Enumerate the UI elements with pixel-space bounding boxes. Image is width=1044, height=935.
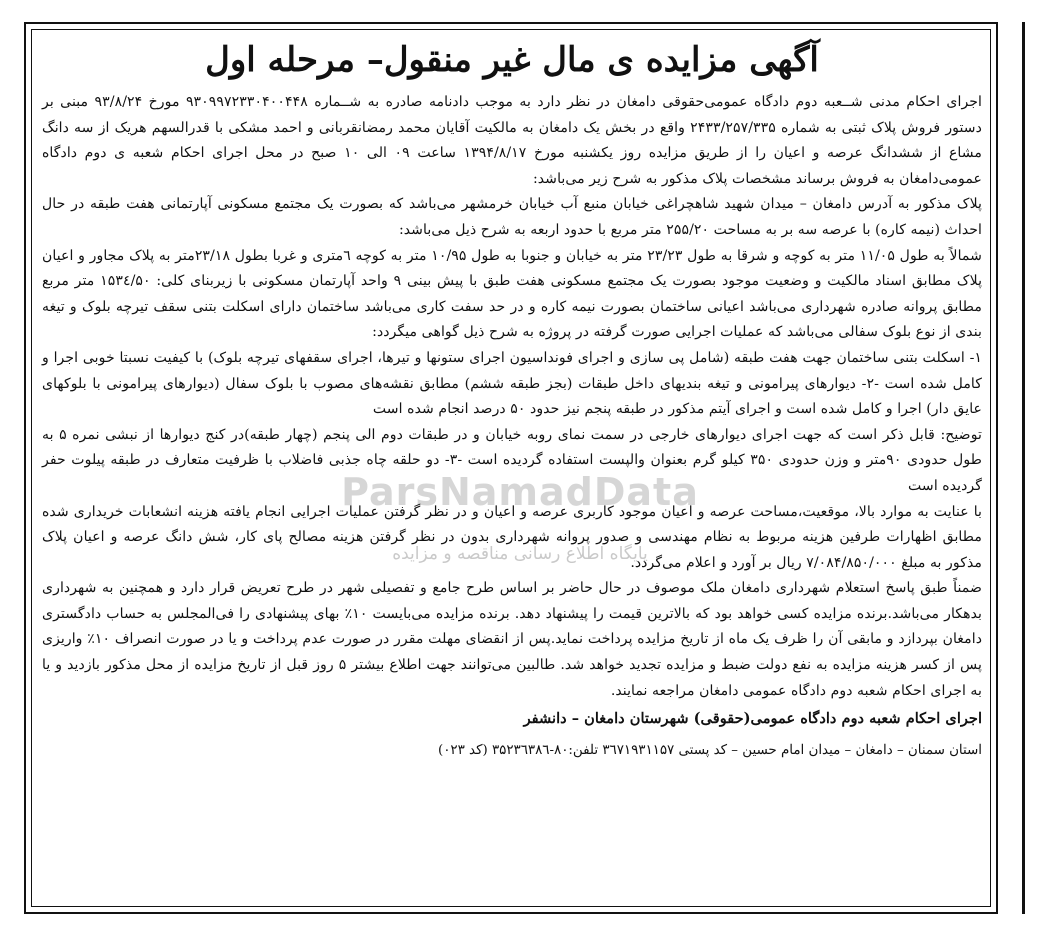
- notice-body: [42, 36, 982, 764]
- paragraph-address: پلاک مذکور به آدرس دامغان – میدان شهید شاهچراغی خیابان منبع آب خیابان خرمشهر می‌باشد که بصورت یک مجتمع مسکونی آپارتمانی هفت طبقه در حال احداث (نیمه کاره) با عرصه سه بر به مساحت ۲۵۵/۲۰ متر مربع با حدود اربعه به شرح ذیل می‌باشد:: [42, 196, 982, 238]
- column-rule: [1022, 22, 1025, 914]
- paragraph-boundaries: شمالاً به طول ۱۱/۰۵ متر به کوچه و شرقا به طول ۲۳/۲۳ متر به خیابان و جنوبا به طول ۱۰/۹۵ متر به کوچه ٦متری و غربا بطول ۲۳/۱۸متر به پلاک مجاور و اعیان پلاک مطابق اسناد مالکیت و وضعیت موجود بصورت یک مجتمع مسکونی هفت طبق با پیش بینی ۹ واحد آپارتمان مسکونی با زیربنای کلی: ۱۵۳٤/۵۰ متر مربع مطابق پروانه صادره شهرداری می‌باشد اعیانی ساختمان بصورت نیمه کاره و در حد سفت کاری می‌باشد ساختمان دارای اسکلت بتنی سقف تیرچه بلوک و تیغه بندی از نوع بلوک سفالی می‌باشد که عملیات اجرایی صورت گرفته در پروژه به شرح ذیل گواهی میگردد:: [42, 247, 983, 341]
- watermark-text: پایگاه اطلاع رسانی مناقصه و مزایده: [392, 544, 648, 564]
- paragraph-works: ۱- اسکلت بتنی ساختمان جهت هفت طبقه (شامل پی سازی و اجرای فونداسیون اجرای ستونها و تیرها، اجرای سقفهای تیرچه بلوک) با کیفیت نسبتا خوبی اجرا و کامل شده است -۲- دیوارهای پیرامونی و تیغه بندیهای داخل طبقات (بجز طبقه ششم) مطابق نقشه‌های مصوب با بلوک سفال (دیوارهای پیرامونی با بلوکهای عایق دار) اجرا و کامل شده است و اجرای آیتم مذکور در طبقه پنجم نیز حدود ۵۰ درصد انجام شده است: [42, 349, 982, 418]
- notice-title: آگهی مزایده ی مال غیر منقول– مرحله اول: [205, 40, 819, 80]
- watermark-brand: ParsNamadData: [341, 470, 699, 514]
- paragraph-terms: ضمناً طبق پاسخ استعلام شهرداری دامغان ملک موصوف در حال حاضر بر اساس طرح جامع و تفصیلی شهر در طرح تعریض قرار دارد و همچنین به شهرداری بدهکار می‌باشد.برنده مزایده کسی خواهد بود که بالاترین قیمت را پیشنهاد دهد. برنده مزایده می‌بایست ۱۰٪ بهای پیشنهادی را فی‌المجلس به حساب دادگستری دامغان بپردازد و مابقی آن را ظرف یک ماه از تاریخ مزایده پرداخت نماید.پس از انقضای مهلت مقرر در صورت عدم پرداخت و یا در صورت انصراف ۱۰٪ واریزی پس از کسر هزینه مزایده به نفع دولت ضبط و مزایده تجدید خواهد شد. طالبین می‌توانند جهت اطلاع بیشتر ۵ روز قبل از تاریخ مزایده از محل مذکور بازدید و یا به اجرای احکام شعبه دوم دادگاه عمومی دامغان مراجعه نمایند.: [42, 580, 983, 699]
- paragraph-explanation: توضیح: قابل ذکر است که جهت اجرای دیوارهای خارجی در سمت نمای روبه خیابان و در طبقات دوم الی پنجم (چهار طبقه)در کنج دیوارها از نبشی نمره ۵ به طول حدودی ۹۰متر و وزن حدودی ۳۵۰ کیلو گرم بعنوان والپست استفاده گردیده است -۳- دو حلقه چاه جذبی فاضلاب با ظرفیت متعارف در طبقه پیلوت حفر گردیده است: [42, 426, 982, 494]
- signature: اجرای احکام شعبه دوم دادگاه عمومی(حقوقی) شهرستان دامغان – دانشفر: [523, 710, 982, 728]
- paragraph-valuation: با عنایت به موارد بالا، موقعیت،مساحت عرصه و اعیان موجود کاربری عرصه و اعیان و در نظر گرفتن عملیات اجرایی انجام یافته هزینه انشعابات خریداری شده مطابق اظهارات طرفین هزینه مربوط به نظام مهندسی و صدور پروانه شهرداری بدون در نظر گرفتن هزینه مصالح پای کار، شش دانگ عرصه و اعیان پلاک مذکور به مبلغ ۷/۰۸۴/۸۵۰/۰۰۰ ریال بر آورد و اعلام می‌گردد.: [42, 503, 982, 571]
- contact-address: استان سمنان – دامغان – میدان امام حسین – کد پستی ۳٦۷۱۹۳۱۱۵۷ تلفن:۸۰-۳۵۲۳٦۳۸٦ (کد ۰۲۳): [437, 743, 982, 759]
- paragraph-intro: اجرای احکام مدنی شــعبه دوم دادگاه عمومی‌حقوقی دامغان در نظر دارد به موجب دادنامه صادره به شــماره ۹۳۰۹۹۷۲۳۳۰۴۰۰۴۴۸ مورخ ۹۳/۸/۲۴ مبنی بر دستور فروش پلاک ثبتی به شماره ۲۴۳۳/۲۵۷/۳۳۵ واقع در بخش یک دامغان به مالکیت آقایان محمد رمضانقربانی و احمد مشکی با قدرالسهم هریک از سه دانگ مشاع از ششدانگ عرصه و اعیان را از طریق مزایده روز یکشنبه مورخ ۱۳۹۴/۸/۱۷ ساعت ۰۹ الی ۱۰ صبح در محل اجرای احکام شعبه ی دوم دادگاه عمومی‌دامغان به فروش برساند مشخصات پلاک مذکور به شرح زیر می‌باشد:: [42, 94, 982, 187]
